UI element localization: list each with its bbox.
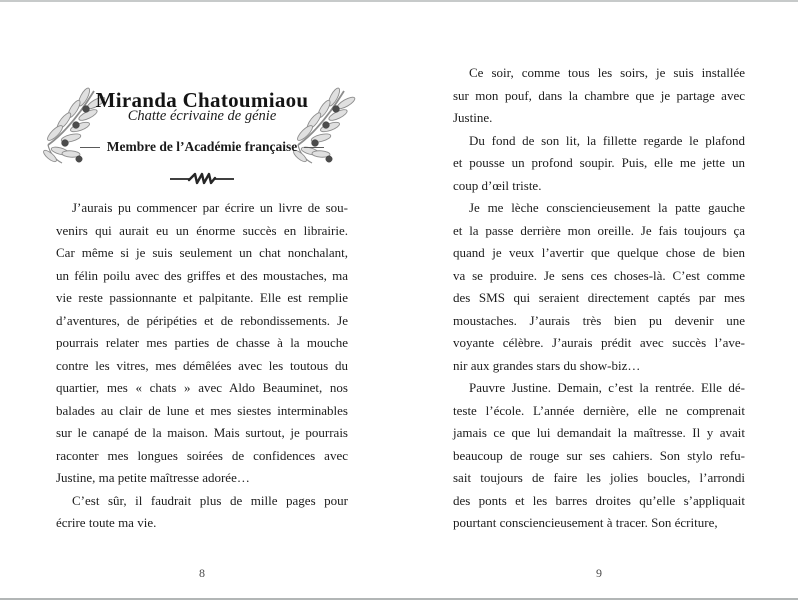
text-line: Justine. xyxy=(453,110,493,125)
paragraph xyxy=(56,197,348,490)
text-line: nir aux grandes stars du show-biz… xyxy=(453,357,641,373)
text-line: J’aurais pu commencer par écrire un livre de sou- xyxy=(72,200,348,215)
text-line: Car même si je suis seulement un chat nonchalant, xyxy=(56,245,348,260)
text-line: pourtant consciencieusement à tracer. Son écriture, xyxy=(453,515,718,530)
author-role-subtitle: Chatte écrivaine de génie xyxy=(127,108,277,124)
text-line: écrire toute ma vie. xyxy=(56,515,157,530)
author-name-heading: Miranda Chatoumiaou xyxy=(95,88,309,113)
paragraph xyxy=(453,377,745,535)
text-line: des SMS qui seraient directement captés par mes xyxy=(453,290,745,305)
paragraph xyxy=(453,197,745,377)
text-line: Justine, ma petite maîtresse adorée… xyxy=(56,470,250,485)
text-line: coup d’œil triste. xyxy=(453,177,542,193)
paragraph xyxy=(453,62,745,130)
right-page-body xyxy=(453,62,745,535)
text-line: d’aventures, de péripéties et de rebondissements. Je xyxy=(56,312,348,328)
text-line: sur le canapé de la maison. Mais surtout, je pourrais xyxy=(56,425,348,440)
text-line: teste l’école. L’année dernière, elle ne comprenait xyxy=(453,402,745,418)
text-line: vie reste passionnante et palpitante. Elle est remplie xyxy=(56,290,348,305)
text-line: et pousse un profond soupir. Puis, elle me jette un xyxy=(453,155,745,170)
rope-twist-divider-icon xyxy=(170,172,234,186)
affiliation-right-dash xyxy=(304,147,324,148)
text-line: C’est sûr, il faudrait plus de mille pages pour xyxy=(72,492,348,508)
text-line: venirs qui aurait eu un énorme succès en librairie. xyxy=(56,222,348,238)
paragraph xyxy=(56,490,348,535)
text-line: Je me lèche consciencieusement la patte gauche xyxy=(469,200,745,215)
text-line: raconter mes longues soirées de confidences avec xyxy=(56,447,348,463)
text-line: contre les vitres, mes démêlées avec les toutous du xyxy=(56,357,348,373)
page-number-right: 9 xyxy=(596,566,602,580)
text-line: un félin poilu avec des griffes et des moustaches, ma xyxy=(56,267,348,283)
author-affiliation: Membre de l’Académie française xyxy=(106,139,298,154)
page-left xyxy=(56,0,348,601)
text-line: quand je veux l’avertir que quelque chose de bien xyxy=(453,245,745,260)
text-line: des ponts et les barres droites qu’elle s’appliquait xyxy=(453,492,745,508)
text-line: pourrais relater mes parties de chasse à la mouche xyxy=(56,335,348,350)
text-line: Ce soir, comme tous les soirs, je suis installée xyxy=(469,65,745,80)
text-line: jamais ce que lui demandait la maîtresse. Il y avait xyxy=(453,425,745,440)
text-line: Pauvre Justine. Demain, c’est la rentrée. Elle dé- xyxy=(469,380,745,395)
text-line: va se produire. Je sens ces choses-là. C’est comme xyxy=(453,267,745,283)
text-line: voyante célèbre. J’aurais prédit avec succès l’ave- xyxy=(453,335,745,350)
author-affiliation-row xyxy=(56,139,348,155)
text-line: sur mon pouf, dans la chambre que je partage avec xyxy=(453,87,745,103)
page-right xyxy=(453,0,745,601)
text-line: balades au clair de lune et mes siestes interminables xyxy=(56,402,348,418)
page-number-left: 8 xyxy=(199,566,205,580)
text-line: sait toujours de faire les jolies boucles, l’arrondi xyxy=(453,470,745,485)
affiliation-left-dash xyxy=(80,147,100,148)
text-line: et la passe derrière mon oreille. Je fais toujours ça xyxy=(453,222,745,238)
text-line: moustaches. J’aurais très bien pu devenir une xyxy=(453,312,745,328)
text-line: Du fond de son lit, la fillette regarde le plafond xyxy=(469,132,745,148)
text-line: beaucoup de rouge sur ses cahiers. Son stylo refu- xyxy=(453,447,745,463)
text-line: quartier, mes « chats » avec Aldo Beauminet, nos xyxy=(56,380,348,395)
paragraph xyxy=(453,130,745,198)
section-divider xyxy=(56,172,348,191)
left-page-body xyxy=(56,197,348,535)
